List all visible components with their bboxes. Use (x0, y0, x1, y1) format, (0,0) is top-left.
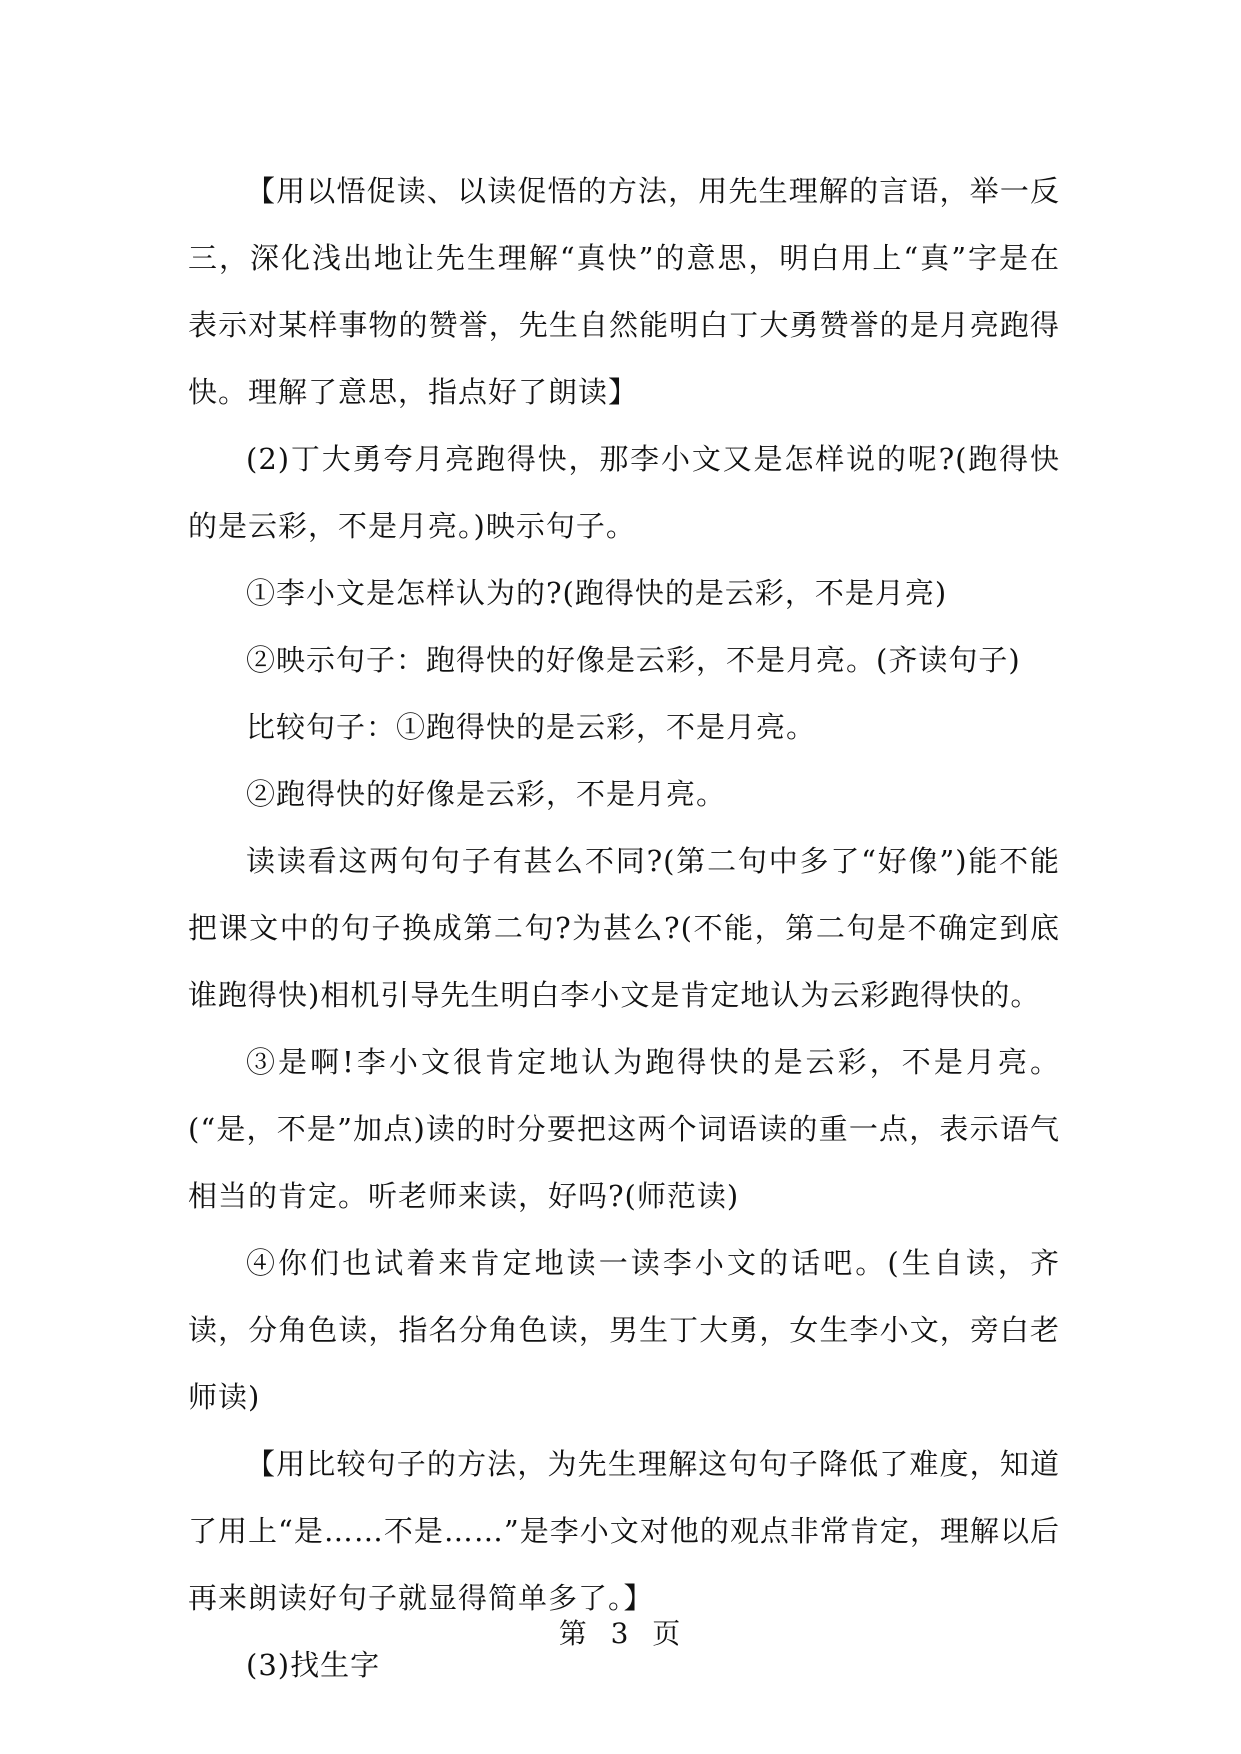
document-body (188, 158, 1060, 1699)
paragraph-teaching-note-2: 【用比较句子的方法，为先生理解这句句子降低了难度，知道了用上“是……不是……”是李小文对他的观点非常肯定，理解以后再来朗读好句子就显得简单多了。】 (188, 1447, 1060, 1615)
paragraph-step-3: (3)找生字 (246, 1648, 381, 1682)
paragraph-question-1: ①李小文是怎样认为的?(跑得快的是云彩，不是月亮) (246, 576, 948, 610)
page-number: 3 (610, 1617, 631, 1650)
paragraph-compare-sentence-2: ②跑得快的好像是云彩，不是月亮。 (246, 777, 727, 811)
paragraph-step-2: (2)丁大勇夸月亮跑得快，那李小文又是怎样说的呢?(跑得快的是云彩，不是月亮。)映示句子。 (188, 442, 1060, 543)
paragraph-show-sentence: ②映示句子：跑得快的好像是云彩，不是月亮。(齐读句子) (246, 643, 1021, 677)
paragraph-compare-question: 读读看这两句句子有甚么不同?(第二句中多了“好像”)能不能把课文中的句子换成第二句?为甚么?(不能，第二句是不确定到底谁跑得快)相机引导先生明白李小文是肯定地认为云彩跑得快的。 (188, 844, 1060, 1012)
paragraph-teaching-note-1: 【用以悟促读、以读促悟的方法，用先生理解的言语，举一反三，深化浅出地让先生理解“真快”的意思，明白用上“真”字是在表示对某样事物的赞誉，先生自然能明白丁大勇赞誉的是月亮跑得快。理解了意思，指点好了朗读】 (188, 174, 1060, 409)
paragraph-emphasis-reading: ③是啊!李小文很肯定地认为跑得快的是云彩，不是月亮。(“是，不是”加点)读的时分要把这两个词语读的重一点，表示语气相当的肯定。听老师来读，好吗?(师范读) (188, 1045, 1060, 1213)
footer-prefix: 第 (558, 1617, 589, 1650)
footer-suffix: 页 (652, 1617, 683, 1650)
paragraph-compare-sentence-1: 比较句子：①跑得快的是云彩，不是月亮。 (246, 710, 817, 744)
paragraph-role-reading: ④你们也试着来肯定地读一读李小文的话吧。(生自读，齐读，分角色读，指名分角色读，男生丁大勇，女生李小文，旁白老师读) (188, 1246, 1060, 1414)
page-footer (0, 1612, 1241, 1652)
